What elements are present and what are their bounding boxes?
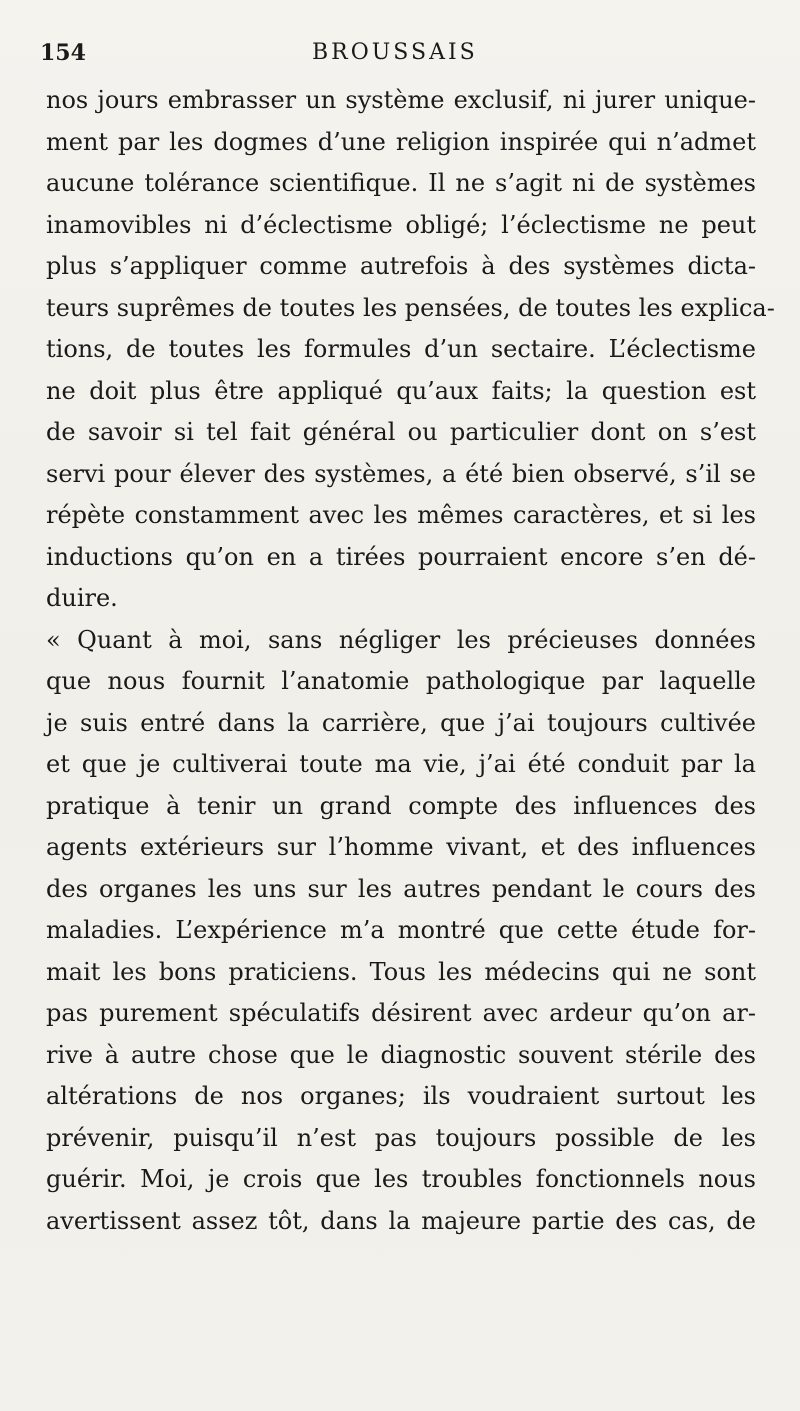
text-line: maladies. L’expérience m’a montré que cette étude for- [46,916,756,944]
text-line: des organes les uns sur les autres pendant le cours des [46,874,756,903]
text-line: ment par les dogmes d’une religion inspirée qui n’admet [46,127,756,156]
paragraph-1 [46,80,775,620]
text-line: rive à autre chose que le diagnostic souvent stérile des [46,1040,756,1069]
running-head [40,40,760,76]
text-line: inductions qu’on en a tirées pourraient encore s’en dé- [46,542,756,571]
text-line: pratique à tenir un grand compte des influences des [46,791,756,820]
text-line: mait les bons praticiens. Tous les médecins qui ne sont [46,957,756,986]
text-line: répète constamment avec les mêmes caractères, et si les [46,501,756,529]
text-line: ne doit plus être appliqué qu’aux faits; la question est [46,376,756,405]
text-line: avertissent assez tôt, dans la majeure partie des cas, de [46,1206,756,1235]
running-title: BROUSSAIS [312,40,478,65]
text-line: et que je cultiverai toute ma vie, j’ai été conduit par la [46,750,756,778]
text-line: de savoir si tel fait général ou particulier dont on s’est [46,418,756,446]
page-number: 154 [40,40,86,66]
text-line: inamovibles ni d’éclectisme obligé; l’éclectisme ne peut [46,210,756,239]
text-line: teurs suprêmes de toutes les pensées, de toutes les explica- [46,293,775,322]
text-line: duire. [46,584,118,612]
text-line: que nous fournit l’anatomie pathologique par laquelle [46,667,756,695]
text-line: pas purement spéculatifs désirent avec ardeur qu’on ar- [46,999,756,1027]
text-line: « Quant à moi, sans négliger les précieuses données [46,625,756,654]
text-line: agents extérieurs sur l’homme vivant, et des influences [46,833,756,861]
text-line: plus s’appliquer comme autrefois à des systèmes dicta- [46,252,756,280]
body-text [46,80,775,1242]
text-line: servi pour élever des systèmes, a été bien observé, s’il se [46,459,756,488]
text-line: altérations de nos organes; ils voudraient surtout les [46,1082,756,1110]
text-line: tions, de toutes les formules d’un sectaire. L’éclectisme [46,335,756,363]
text-line: je suis entré dans la carrière, que j’ai toujours cultivée [46,708,756,737]
paragraph-2 [46,620,756,1243]
text-line: prévenir, puisqu’il n’est pas toujours possible de les [46,1123,756,1152]
text-line: aucune tolérance scientifique. Il ne s’agit ni de systèmes [46,169,756,197]
text-line: nos jours embrasser un système exclusif, ni jurer unique- [46,86,756,114]
text-line: guérir. Moi, je crois que les troubles fonctionnels nous [46,1165,756,1193]
